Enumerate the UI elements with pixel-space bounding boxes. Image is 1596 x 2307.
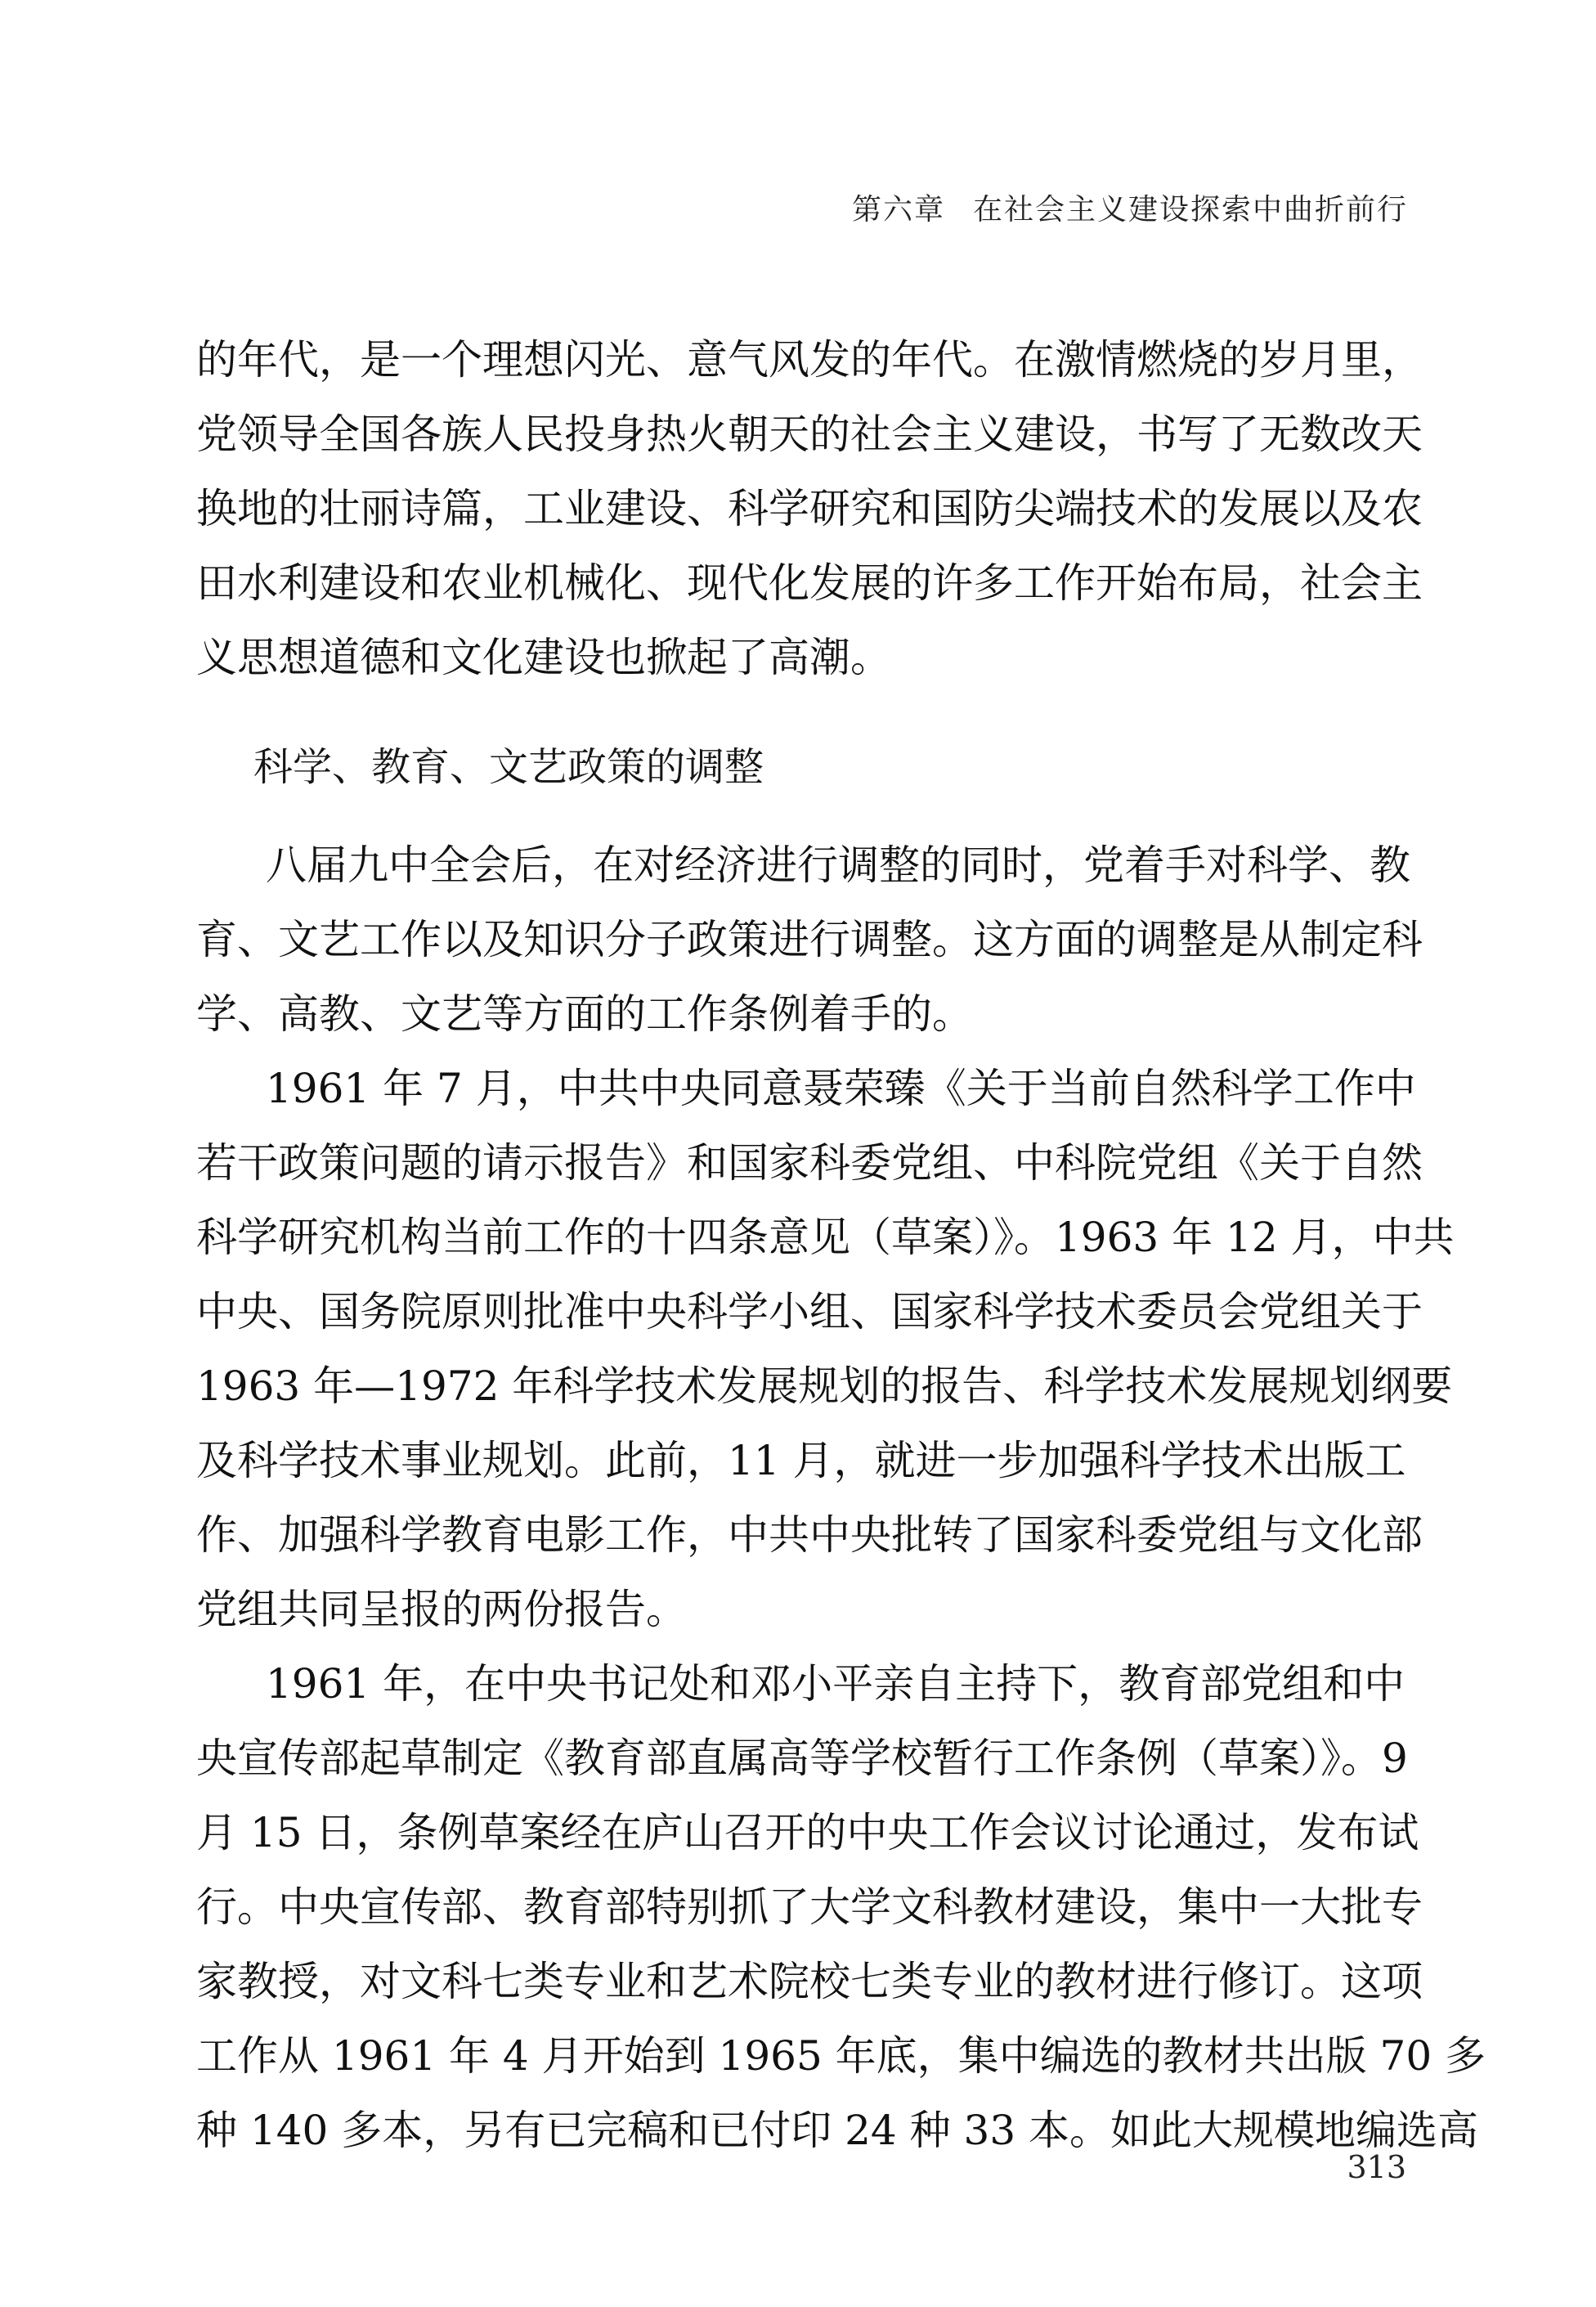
body-line: 育、文艺工作以及知识分子政策进行调整。这方面的调整是从制定科 xyxy=(196,916,1423,963)
body-line: 换地的壮丽诗篇，工业建设、科学研究和国防尖端技术的发展以及农 xyxy=(196,485,1423,532)
running-head xyxy=(852,186,1408,228)
body-line: 的年代，是一个理想闪光、意气风发的年代。在激情燃烧的岁月里， xyxy=(196,336,1423,384)
body-line: 家教授，对文科七类专业和艺术院校七类专业的教材进行修订。这项 xyxy=(196,1958,1423,2005)
body-line: 学、高教、文艺等方面的工作条例着手的。 xyxy=(196,990,973,1038)
body-line: 央宣传部起草制定《教育部直属高等学校暂行工作条例（草案）》。9 xyxy=(196,1735,1408,1782)
section-heading: 科学、教育、文艺政策的调整 xyxy=(253,744,764,790)
page-number: 313 xyxy=(1347,2149,1406,2185)
chapter-number: 第六章 xyxy=(851,193,945,227)
chapter-title: 在社会主义建设探索中曲折前行 xyxy=(972,193,1408,227)
body-line: 工作从 1961 年 4 月开始到 1965 年底，集中编选的教材共出版 70 多 xyxy=(196,2032,1486,2080)
body-line: 田水利建设和农业机械化、现代化发展的许多工作开始布局，社会主 xyxy=(196,559,1423,607)
body-line: 党领导全国各族人民投身热火朝天的社会主义建设，书写了无数改天 xyxy=(196,411,1423,458)
body-line: 党组共同呈报的两份报告。 xyxy=(196,1586,687,1633)
body-line: 作、加强科学教育电影工作，中共中央批转了国家科委党组与文化部 xyxy=(196,1511,1423,1559)
body-line: 八届九中全会后，在对经济进行调整的同时，党着手对科学、教 xyxy=(266,842,1410,889)
body-line: 1961 年，在中央书记处和邓小平亲自主持下，教育部党组和中 xyxy=(266,1660,1405,1708)
body-line: 1961 年 7 月，中共中央同意聂荣臻《关于当前自然科学工作中 xyxy=(266,1065,1416,1112)
body-line: 义思想道德和文化建设也掀起了高潮。 xyxy=(196,634,891,681)
body-line: 及科学技术事业规划。此前，11 月，就进一步加强科学技术出版工 xyxy=(196,1437,1406,1484)
body-line: 行。中央宣传部、教育部特别抓了大学文科教材建设，集中一大批专 xyxy=(196,1883,1423,1931)
body-line: 种 140 多本，另有已完稿和已付印 24 种 33 本。如此大规模地编选高 xyxy=(196,2107,1479,2154)
body-line: 科学研究机构当前工作的十四条意见（草案）》。1963 年 12 月，中共 xyxy=(196,1214,1455,1261)
body-line: 中央、国务院原则批准中央科学小组、国家科学技术委员会党组关于 xyxy=(196,1288,1423,1335)
body-line: 若干政策问题的请示报告》和国家科委党组、中科院党组《关于自然 xyxy=(196,1139,1423,1187)
body-line: 1963 年—1972 年科学技术发展规划的报告、科学技术发展规划纲要 xyxy=(196,1362,1453,1410)
body-line: 月 15 日，条例草案经在庐山召开的中央工作会议讨论通过，发布试 xyxy=(196,1809,1419,1856)
